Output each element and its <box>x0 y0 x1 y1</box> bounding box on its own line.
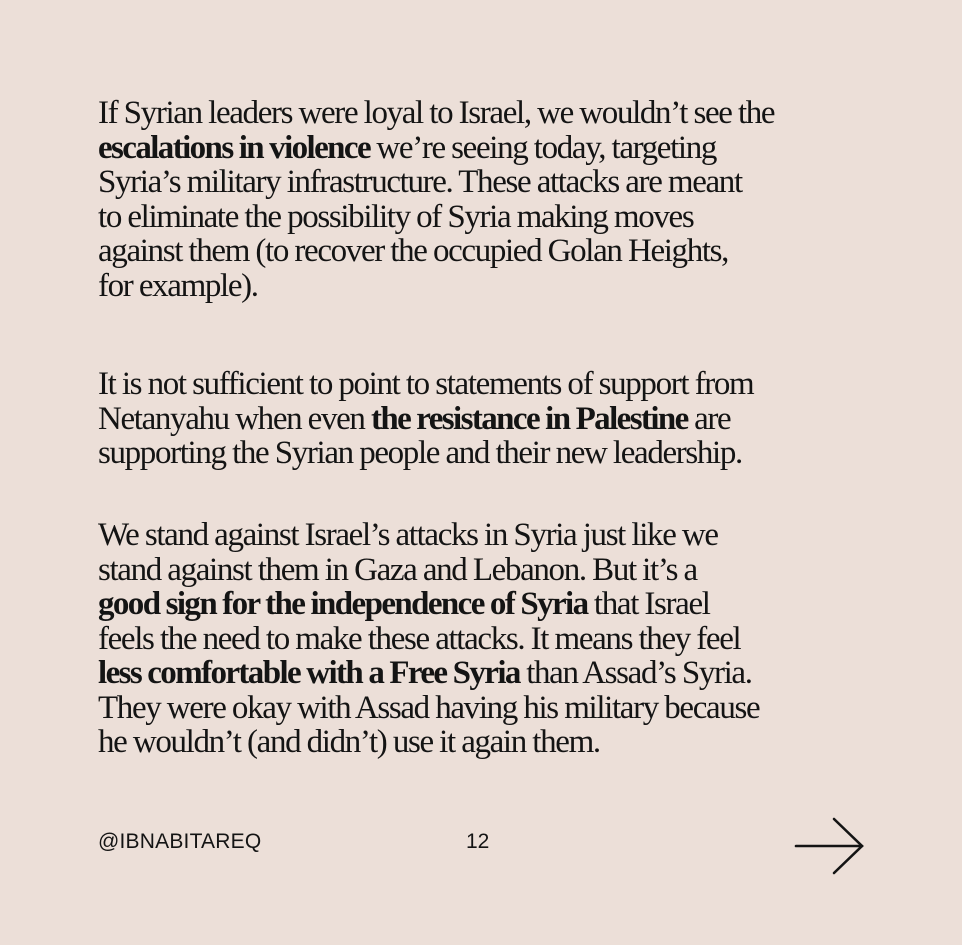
text-line <box>98 165 774 200</box>
text-line <box>98 587 759 622</box>
text-line <box>98 553 759 588</box>
body-text: stand against them in Gaza and Lebanon. But it’s a <box>98 551 697 588</box>
text-line <box>98 691 759 726</box>
body-text: feels the need to make these attacks. It means they feel <box>98 620 741 657</box>
text-line <box>98 656 759 691</box>
emphasis-text: good sign for the independence of Syria <box>98 586 588 622</box>
body-text: are <box>687 400 731 437</box>
body-text: that Israel <box>587 586 710 622</box>
body-text: Netanyahu when even <box>98 400 371 437</box>
paragraph-1 <box>98 96 774 303</box>
body-text: he wouldn’t (and didn’t) use it again them. <box>98 724 600 760</box>
body-text: against them (to recover the occupied Golan Heights, <box>98 233 729 269</box>
page-number: 12 <box>466 830 490 853</box>
emphasis-text: less comfortable with a Free Syria <box>98 655 520 691</box>
body-text: for example). <box>98 267 258 304</box>
text-line <box>98 725 759 760</box>
body-text: Syria’s military infrastructure. These attacks are meant <box>98 164 742 200</box>
emphasis-text: the resistance in Palestine <box>370 400 688 437</box>
body-text: They were okay with Assad having his military because <box>98 689 760 726</box>
body-text: If Syrian leaders were loyal to Israel, we wouldn’t see the <box>98 95 775 131</box>
text-line <box>98 131 774 166</box>
text-line <box>98 436 753 471</box>
author-handle: @IBNABITAREQ <box>98 830 262 853</box>
body-text: supporting the Syrian people and their new leadership. <box>98 435 742 471</box>
body-text: to eliminate the possibility of Syria making moves <box>98 198 694 235</box>
body-text: It is not sufficient to point to statements of support from <box>98 366 754 402</box>
paragraph-2 <box>98 367 753 471</box>
text-line <box>98 200 774 235</box>
text-line <box>98 518 759 553</box>
body-text: than Assad’s Syria. <box>519 655 752 691</box>
text-line <box>98 96 774 131</box>
arrow-right-icon[interactable] <box>794 817 866 875</box>
paragraph-3 <box>98 518 759 760</box>
text-line <box>98 402 753 437</box>
emphasis-text: escalations in violence <box>98 129 371 166</box>
text-line <box>98 269 774 304</box>
body-text: we’re seeing today, targeting <box>370 129 717 166</box>
text-line <box>98 622 759 657</box>
body-text: We stand against Israel’s attacks in Syria just like we <box>98 517 718 553</box>
text-line <box>98 234 774 269</box>
text-line <box>98 367 753 402</box>
